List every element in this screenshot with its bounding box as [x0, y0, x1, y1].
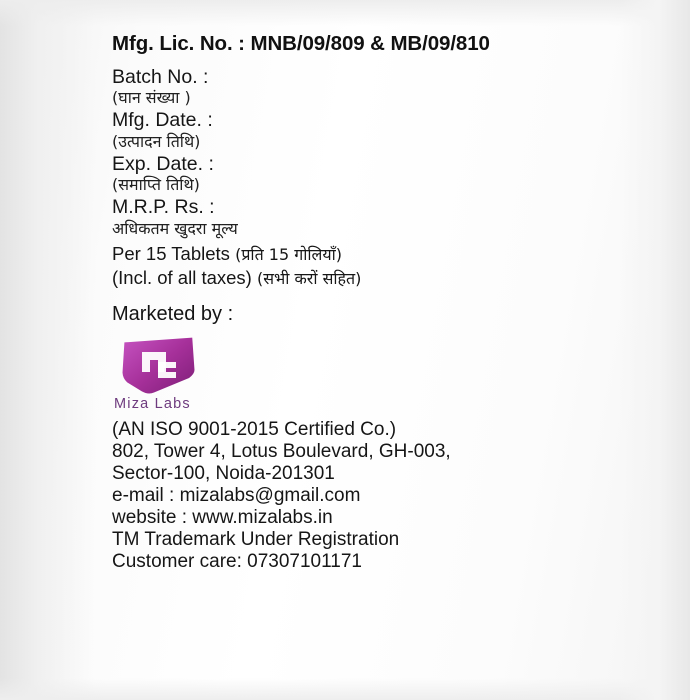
pack-size-hi: (प्रति 15 गोलियाँ) — [235, 244, 343, 264]
brand-name: Miza Labs — [114, 395, 191, 412]
brand-logo — [112, 332, 262, 412]
tax-inclusive-en: (Incl. of all taxes) — [112, 267, 252, 288]
email-line: e-mail : mizalabs@gmail.com — [112, 484, 361, 506]
top-shadow — [0, 0, 690, 26]
pack-size-line — [112, 242, 650, 264]
bottom-shadow — [0, 678, 690, 700]
address-line-2: Sector-100, Noida-201301 — [112, 462, 335, 484]
label-content — [112, 34, 650, 574]
address-line-1: 802, Tower 4, Lotus Boulevard, GH-003, — [112, 440, 451, 462]
mrp-label-hindi: अधिकतम खुदरा मूल्य — [112, 218, 238, 238]
mfg-date-label-hindi: (उत्पादन तिथि) — [112, 131, 201, 151]
marketed-by-label: Marketed by : — [112, 302, 234, 325]
iso-certification-line: (AN ISO 9001-2015 Certified Co.) — [112, 418, 397, 440]
batch-no-label-hindi: (घान संख्या ) — [112, 88, 191, 107]
batch-no-label: Batch No. : — [112, 65, 209, 88]
customer-care-line: Customer care: 07307101171 — [112, 550, 362, 572]
tax-inclusive-hi: (सभी करों सहित) — [256, 269, 362, 288]
pack-size-en: Per 15 Tablets — [112, 242, 230, 264]
mfg-license-line: Mfg. Lic. No. : MNB/09/809 & MB/09/810 — [112, 32, 490, 55]
website-line: website : www.mizalabs.in — [112, 506, 333, 528]
miza-labs-logo-icon — [112, 332, 208, 394]
trademark-line: TM Trademark Under Registration — [112, 528, 400, 550]
mrp-label: M.R.P. Rs. : — [112, 196, 215, 218]
mfg-date-label: Mfg. Date. : — [112, 109, 213, 131]
exp-date-label-hindi: (समाप्ति तिथि) — [112, 175, 200, 194]
exp-date-label: Exp. Date. : — [112, 152, 214, 175]
tax-inclusive-line — [112, 269, 650, 288]
